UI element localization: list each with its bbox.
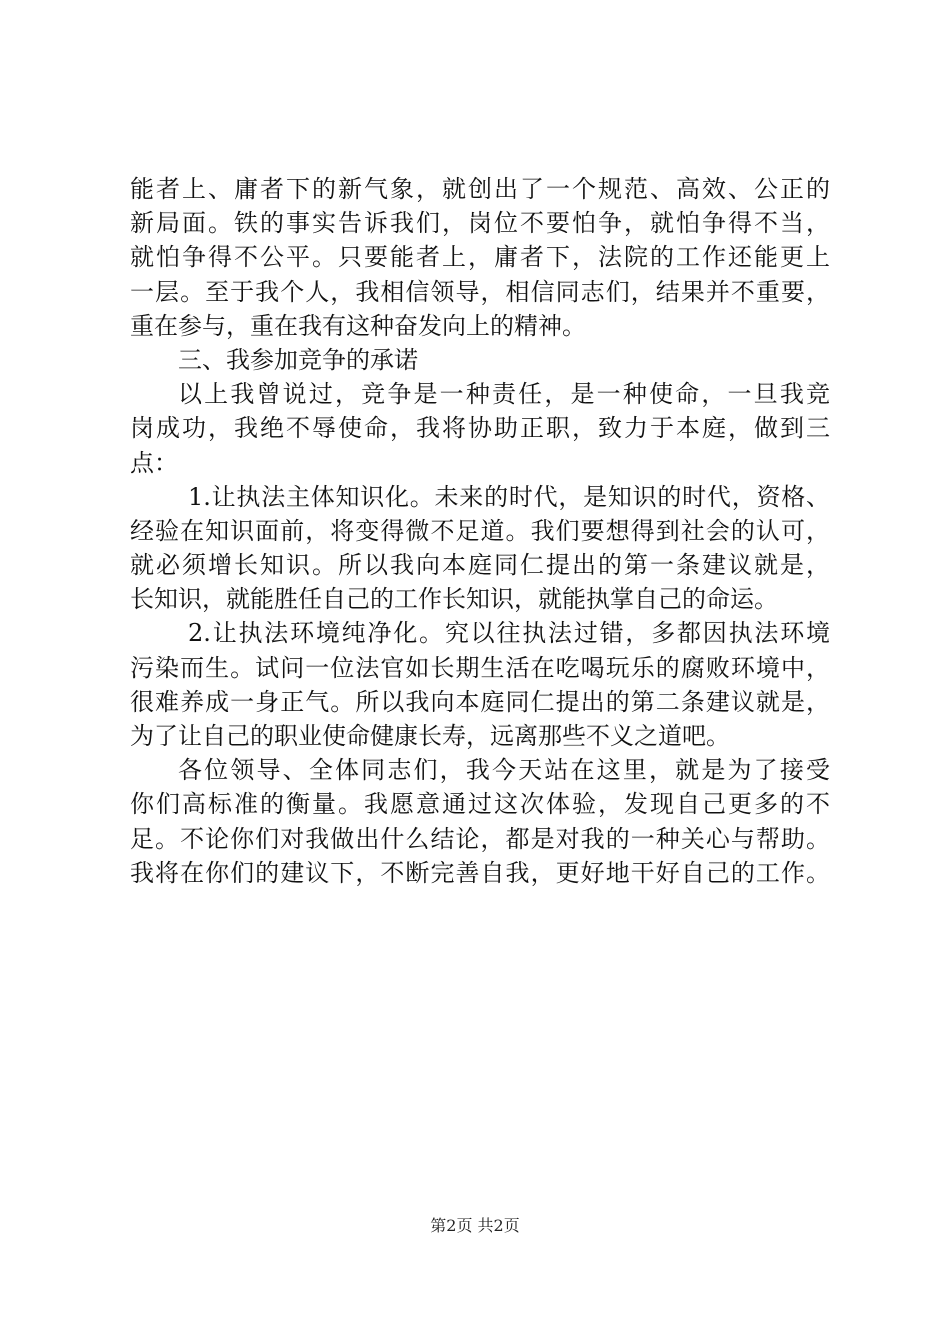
list-item-1-line-4: 长知识，就能胜任自己的工作长知识，就能执掌自己的命运。 — [130, 585, 778, 614]
body-line-4: 一层。至于我个人，我相信领导，相信同志们，结果并不重要， — [130, 277, 830, 306]
list-item-2-line-2: 污染而生。试问一位法官如长期生活在吃喝玩乐的腐败环境中， — [130, 653, 830, 682]
body-line-7: 以上我曾说过，竞争是一种责任，是一种使命，一旦我竞 — [178, 380, 830, 409]
list-item-1-line-3: 就必须增长知识。所以我向本庭同仁提出的第一条建议就是， — [130, 551, 830, 580]
body-line-8: 岗成功，我绝不辱使命，我将协助正职，致力于本庭，做到三 — [130, 414, 830, 443]
document-body — [130, 172, 830, 890]
body-line-9: 点： — [130, 448, 178, 477]
closing-line-3: 足。不论你们对我做出什么结论，都是对我的一种关心与帮助。 — [130, 824, 830, 853]
list-item-2-line-3: 很难养成一身正气。所以我向本庭同仁提出的第二条建议就是， — [130, 687, 830, 716]
section-heading: 三、我参加竞争的承诺 — [178, 345, 418, 374]
body-line-5: 重在参与，重在我有这种奋发向上的精神。 — [130, 311, 586, 340]
list-item-2-line-4: 为了让自己的职业使命健康长寿，远离那些不义之道吧。 — [130, 722, 730, 750]
closing-line-2: 你们高标准的衡量。我愿意通过这次体验，发现自己更多的不 — [130, 790, 830, 819]
list-item-1-line-2: 经验在知识面前，将变得微不足道。我们要想得到社会的认可， — [130, 516, 830, 545]
body-line-2: 新局面。铁的事实告诉我们，岗位不要怕争，就怕争得不当， — [130, 209, 830, 238]
body-line-3: 就怕争得不公平。只要能者上，庸者下，法院的工作还能更上 — [130, 243, 830, 272]
list-item-2-line-1: 2.让执法环境纯净化。究以往执法过错，多都因执法环境 — [188, 619, 830, 648]
page-footer: 第2页 共2页 — [430, 1216, 520, 1235]
closing-line-1: 各位领导、全体同志们，我今天站在这里，就是为了接受 — [178, 756, 830, 785]
list-item-1-line-1: 1.让执法主体知识化。未来的时代，是知识的时代，资格、 — [188, 482, 830, 511]
body-line-1: 能者上、庸者下的新气象，就创出了一个规范、高效、公正的 — [130, 175, 830, 203]
closing-line-4: 我将在你们的建议下，不断完善自我，更好地干好自己的工作。 — [130, 858, 830, 887]
